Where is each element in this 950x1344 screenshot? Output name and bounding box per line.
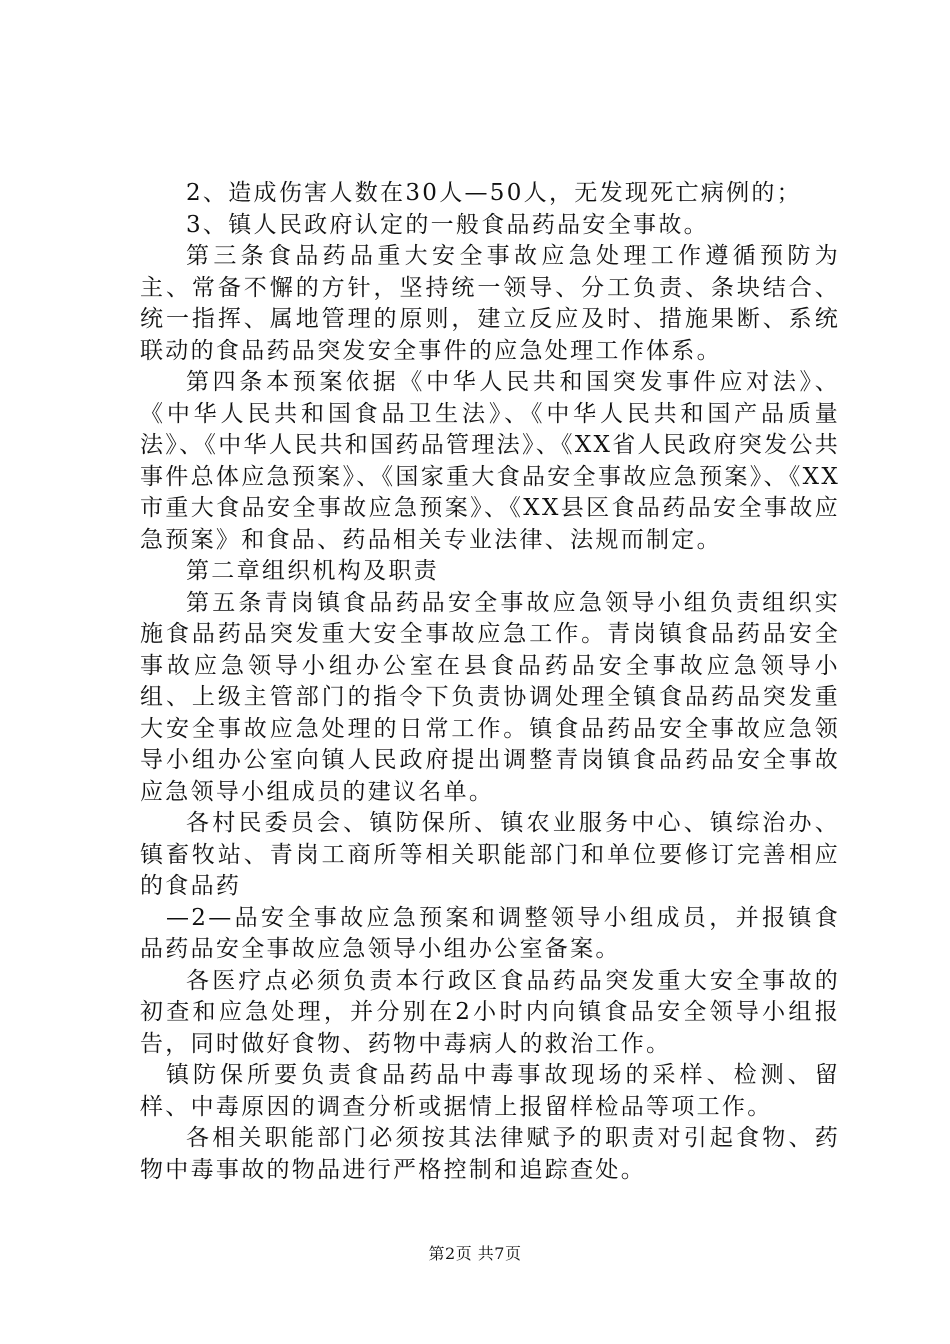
paragraph-medical-points: 各医疗点必须负责本行政区食品药品突发重大安全事故的初查和应急处理，并分别在2小时内向镇食品安全领导小组报告，同时做好食物、药物中毒病人的救治工作。 xyxy=(140,967,840,1057)
paragraph-article-5: 第五条青岗镇食品药品安全事故应急领导小组负责组织实施食品药品突发重大安全事故应急工作。青岗镇食品药品安全事故应急领导小组办公室在县食品药品安全事故应急领导小组、上级主管部门的指令下负责协调处理全镇食品药品突发重大安全事故应急处理的日常工作。镇食品药品安全事故应急领导小组办公室向镇人民政府提出调整青岗镇食品药品安全事故应急领导小组成员的建议名单。 xyxy=(140,589,840,805)
paragraph-epidemic-station: 镇防保所要负责食品药品中毒事故现场的采样、检测、留样、中毒原因的调查分析或据情上报留样检品等项工作。 xyxy=(140,1062,840,1120)
page-number-footer: 第2页 共7页 xyxy=(428,1244,522,1263)
paragraph-item-2: 2、造成伤害人数在30人—50人，无发现死亡病例的； xyxy=(186,180,802,206)
paragraph-village-committees: 各村民委员会、镇防保所、镇农业服务中心、镇综治办、镇畜牧站、青岗工商所等相关职能部门和单位要修订完善相应的食品药 xyxy=(140,810,840,899)
paragraph-article-3: 第三条食品药品重大安全事故应急处理工作遵循预防为主、常备不懈的方针，坚持统一领导、分工负责、条块结合、统一指挥、属地管理的原则，建立反应及时、措施果断、系统联动的食品药品突发安全事件的应急处理工作体系。 xyxy=(140,243,840,364)
chapter-heading: 第二章组织机构及职责 xyxy=(186,558,439,584)
paragraph-item-3: 3、镇人民政府认定的一般食品药品安全事故。 xyxy=(186,211,709,238)
paragraph-page-break-continuation: —2—品安全事故应急预案和调整领导小组成员，并报镇食品药品安全事故应急领导小组办公室备案。 xyxy=(140,904,840,962)
paragraph-article-4: 第四条本预案依据《中华人民共和国突发事件应对法》、《中华人民共和国食品卫生法》、《中华人民共和国产品质量法》、《中华人民共和国药品管理法》、《XX省人民政府突发公共事件总体应急预案》、《国家重大食品安全事故应急预案》、《XX市重大食品安全事故应急预案》、《XX县区食品药品安全事故应急预案》和食品、药品相关专业法律、法规而制定。 xyxy=(140,369,840,553)
paragraph-departments: 各相关职能部门必须按其法律赋予的职责对引起食物、药物中毒事故的物品进行严格控制和追踪查处。 xyxy=(140,1125,840,1183)
document-body xyxy=(140,178,840,1186)
